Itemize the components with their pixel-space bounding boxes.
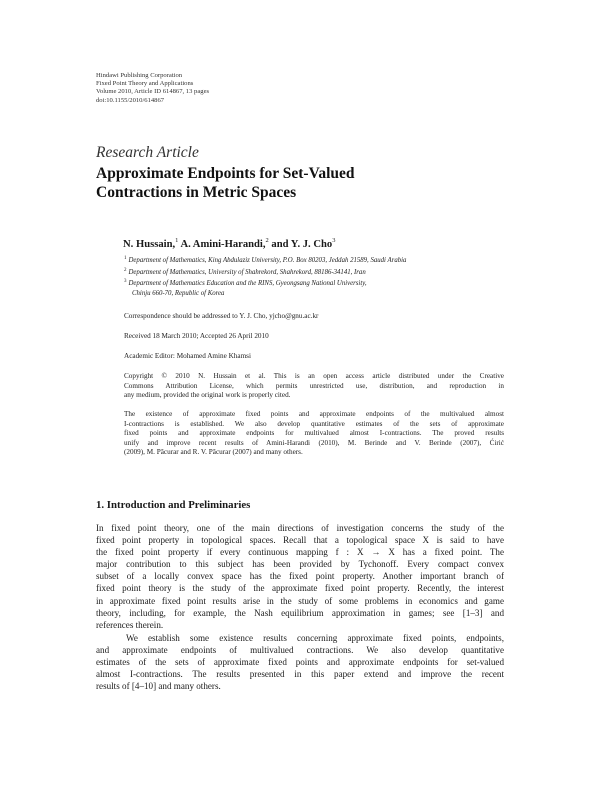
author-2-affil: 2 — [265, 237, 269, 244]
text-line: references therein. — [96, 619, 164, 630]
text-line: and approximate endpoints of multivalued contractions. We also develop quantitative — [96, 645, 504, 656]
author-3: Y. J. Cho — [290, 239, 333, 250]
author-2: A. Amini-Harandi, — [180, 239, 266, 250]
author-3-affil: 3 — [332, 237, 336, 244]
article-type: Research Article — [96, 144, 199, 161]
text-line: fixed point property in topological spaces. Recall that a topological space X is said to have — [96, 535, 504, 546]
abstract: The existence of approximate fixed points and approximate endpoints of the multivalued almost I-contractions is established. We also develop quantitative estimates of the sets of approximate fixed points and approximate endpoints for multivalued almost I-contractions. The proved results unify and improve recent results of Amini-Harandi (2010), M. Berinde and V. Berinde (2007), Ćirić (2009), M. Păcurar and R. V. Păcurar (2007) and many others. — [124, 410, 504, 457]
text-line: the fixed point property if every continuous mapping f : X → X has a fixed point. The — [96, 547, 504, 558]
text-line: in approximate fixed point results arise in the study of some problems in economics and game — [96, 595, 504, 606]
doi: doi:10.1155/2010/614867 — [96, 96, 165, 104]
text-line: fixed point theory is the study of the approximate fixed point property. Recently, the interest — [96, 583, 504, 594]
publisher: Hindawi Publishing Corporation — [96, 72, 183, 79]
paper-title — [96, 164, 355, 202]
text-line: In fixed point theory, one of the main directions of investigation concerns the study of the — [96, 523, 504, 533]
affiliation-1: $^1$ Department of Mathematics, King Abdulaziz University, P.O. Box 80203, Jeddah 21589, Saudi Arabia — [124, 256, 407, 264]
author-list — [123, 237, 335, 250]
affiliation-3: $^3$ Department of Mathematics Education and the RINS, Gyeongsang National University, — [124, 279, 367, 288]
title-line-1: Approximate Endpoints for Set-Valued — [96, 165, 355, 182]
affiliation-2: $^2$ Department of Mathematics, University of Shahrekord, Shahrekord, 88186-34141, Iran — [124, 267, 366, 276]
text-line: subset of a locally convex space has the fixed point property. Another important branch of — [96, 571, 504, 582]
text-line: theory, including, for example, the Nash equilibrium approximation in games; see [1–3] and — [96, 607, 504, 618]
author-1-affil: 1 — [175, 237, 179, 244]
dates: Received 18 March 2010; Accepted 26 April 2010 — [124, 332, 269, 340]
intro-paragraph-1 — [96, 522, 504, 631]
affiliations — [124, 254, 406, 298]
text-line: estimates of the sets of approximate fixed points and approximate endpoints for set-valued — [96, 657, 504, 668]
author-and: and — [271, 239, 289, 250]
academic-editor: Academic Editor: Mohamed Amine Khamsi — [124, 352, 251, 360]
text-line: major contribution to this subject has been provided by Tychonoff. Every compact convex — [96, 559, 504, 570]
intro-paragraph-2 — [96, 632, 504, 692]
author-1: N. Hussain, — [123, 239, 176, 250]
copyright-notice: Copyright © 2010 N. Hussain et al. This is an open access article distributed under the Creative Commons Attribution License, which permits unrestricted use, distribution, and reproduction in any medium, provided the original work is properly cited. — [124, 372, 504, 400]
text-line: results of [4–10] and many others. — [96, 681, 221, 692]
text-line: almost I-contractions. The results presented in this paper extend and improve the recent — [96, 669, 504, 680]
journal-name: Fixed Point Theory and Applications — [96, 80, 194, 88]
affiliation-3-cont: Chinju 660-70, Republic of Korea — [132, 289, 225, 297]
volume-info: Volume 2010, Article ID 614867, 13 pages — [96, 88, 210, 96]
title-line-2: Contractions in Metric Spaces — [96, 184, 297, 201]
journal-header — [96, 72, 209, 105]
correspondence: Correspondence should be addressed to Y. J. Cho, yjcho@gnu.ac.kr — [124, 312, 319, 320]
section-heading: 1. Introduction and Preliminaries — [96, 499, 251, 511]
text-line: We establish some existence results concerning approximate fixed points, endpoints, — [126, 633, 504, 643]
